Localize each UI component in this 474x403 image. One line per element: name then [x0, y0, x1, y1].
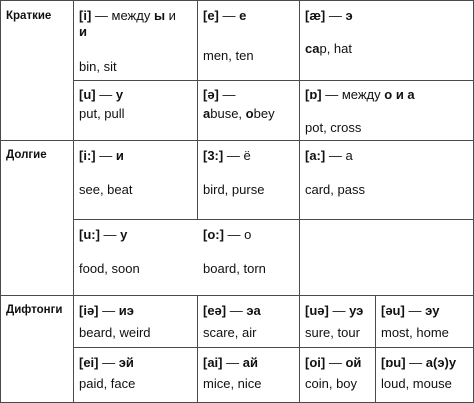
- example-words: put, pull: [79, 106, 125, 121]
- phoneme-symbol: [ɒ]: [305, 87, 322, 102]
- example-highlight: o: [245, 106, 254, 121]
- russian-letter: у: [115, 87, 124, 102]
- russian-letter: эй: [118, 355, 134, 370]
- dash: —: [223, 227, 245, 242]
- russian-letter: эу: [425, 303, 440, 318]
- dash: —: [328, 303, 350, 318]
- example-highlight: a: [203, 106, 211, 121]
- row-label-long: Долгие: [6, 149, 47, 161]
- russian-letter: и: [79, 24, 87, 39]
- cell-ai: [203, 355, 258, 371]
- cell-e: [203, 8, 246, 24]
- col-divider: [197, 295, 198, 403]
- dash: —: [321, 87, 342, 102]
- example-rest: p, hat: [319, 41, 352, 56]
- example-words: sure, tour: [305, 325, 360, 340]
- phoneme-symbol: [iə]: [79, 303, 99, 318]
- phoneme-symbol: [eə]: [203, 303, 227, 318]
- dash: —: [325, 8, 346, 23]
- dash: —: [99, 227, 121, 242]
- row-divider: [0, 295, 474, 296]
- phoneme-symbol: [ɒu]: [381, 355, 406, 370]
- example-rest: bey: [253, 106, 275, 121]
- col-divider: [299, 0, 300, 403]
- russian-equivalent: и: [165, 8, 176, 23]
- example-words: bin, sit: [79, 59, 117, 74]
- cell-o-long: [203, 227, 251, 243]
- cell-i-short: [79, 8, 195, 40]
- cell-ei: [79, 355, 134, 371]
- russian-letter: уэ: [349, 303, 364, 318]
- russian-letter: ой: [345, 355, 362, 370]
- phoneme-symbol: [3:]: [203, 148, 224, 163]
- example-words: most, home: [381, 325, 449, 340]
- dash: —: [325, 148, 346, 163]
- example-words: bird, purse: [203, 182, 265, 197]
- russian-letter: эа: [246, 303, 261, 318]
- cell-ae: [305, 8, 353, 24]
- row-divider: [0, 140, 474, 141]
- example-words: men, ten: [203, 48, 254, 63]
- row-label-diphthongs: Дифтонги: [6, 304, 63, 316]
- cell-u-short: [79, 87, 123, 103]
- example-words: paid, face: [79, 376, 136, 391]
- russian-letter: а: [345, 148, 353, 163]
- phoneme-symbol: [ai]: [203, 355, 223, 370]
- col-divider: [73, 0, 74, 403]
- example-words: mice, nice: [203, 376, 262, 391]
- phoneme-symbol: [oi]: [305, 355, 326, 370]
- dash: —: [218, 8, 240, 23]
- phoneme-symbol: [uə]: [305, 303, 329, 318]
- cell-u-long: [79, 227, 127, 243]
- phoneme-symbol: [ei]: [79, 355, 99, 370]
- russian-letter: а(э)у: [425, 355, 457, 370]
- dash: —: [95, 148, 116, 163]
- phoneme-symbol: [i]: [79, 8, 92, 23]
- dash: —: [223, 148, 244, 163]
- russian-equivalent: между: [341, 87, 385, 102]
- col-divider: [375, 295, 376, 403]
- example-words: beard, weird: [79, 325, 151, 340]
- example-rest: buse,: [210, 106, 246, 121]
- dash: —: [325, 355, 346, 370]
- cell-a-long: [305, 148, 353, 164]
- cell-ia: [79, 303, 134, 319]
- russian-letter: о: [244, 227, 252, 242]
- col-divider: [197, 0, 198, 219]
- dash: —: [222, 355, 243, 370]
- russian-letter: у: [120, 227, 128, 242]
- phoneme-symbol: [o:]: [203, 227, 224, 242]
- russian-letter: ё: [243, 148, 251, 163]
- phoneme-symbol: [i:]: [79, 148, 96, 163]
- dash: —: [98, 355, 119, 370]
- cell-ou: [381, 355, 456, 371]
- cell-er-long: [203, 148, 251, 164]
- example-words: coin, boy: [305, 376, 358, 391]
- phoneme-symbol: [u:]: [79, 227, 100, 242]
- dash: —: [218, 87, 236, 102]
- russian-letter: е: [239, 8, 247, 23]
- cell-o-short: [305, 87, 415, 103]
- example-highlight: ca: [305, 41, 320, 56]
- cell-i-long: [79, 148, 124, 164]
- example-words: see, beat: [79, 182, 133, 197]
- table-border-left: [0, 0, 1, 403]
- table-border-top: [0, 0, 474, 1]
- phoneme-symbol: [əu]: [381, 303, 405, 318]
- example-words: loud, mouse: [381, 376, 452, 391]
- row-divider: [73, 80, 474, 81]
- russian-letter: иэ: [118, 303, 134, 318]
- phoneme-symbol: [æ]: [305, 8, 326, 23]
- cell-ea: [203, 303, 261, 319]
- row-divider: [73, 347, 474, 348]
- example-words: scare, air: [203, 325, 257, 340]
- row-divider: [73, 219, 474, 220]
- dash: —: [404, 303, 426, 318]
- phoneme-symbol: [u]: [79, 87, 96, 102]
- cell-oi: [305, 355, 361, 371]
- example-words: pot, cross: [305, 120, 362, 135]
- russian-letter: ы: [153, 8, 166, 23]
- example-words: card, pass: [305, 182, 365, 197]
- phoneme-symbol: [a:]: [305, 148, 326, 163]
- phoneme-symbol: [ə]: [203, 87, 219, 102]
- cell-au: [381, 303, 440, 319]
- row-label-short: Краткие: [6, 10, 52, 22]
- dash: —: [95, 87, 116, 102]
- russian-letter: ай: [242, 355, 258, 370]
- example-words: [203, 106, 275, 121]
- phoneme-symbol: [e]: [203, 8, 219, 23]
- example-words: board, torn: [203, 261, 266, 276]
- dash: —: [91, 8, 112, 23]
- russian-equivalent: между: [111, 8, 154, 23]
- russian-letter: э: [345, 8, 353, 23]
- dash: —: [405, 355, 426, 370]
- dash: —: [226, 303, 247, 318]
- russian-letter: и: [115, 148, 124, 163]
- cell-schwa: [203, 87, 236, 103]
- example-words: [305, 41, 352, 56]
- russian-letter: о и а: [384, 87, 415, 102]
- cell-ua: [305, 303, 363, 319]
- dash: —: [98, 303, 119, 318]
- example-words: food, soon: [79, 261, 140, 276]
